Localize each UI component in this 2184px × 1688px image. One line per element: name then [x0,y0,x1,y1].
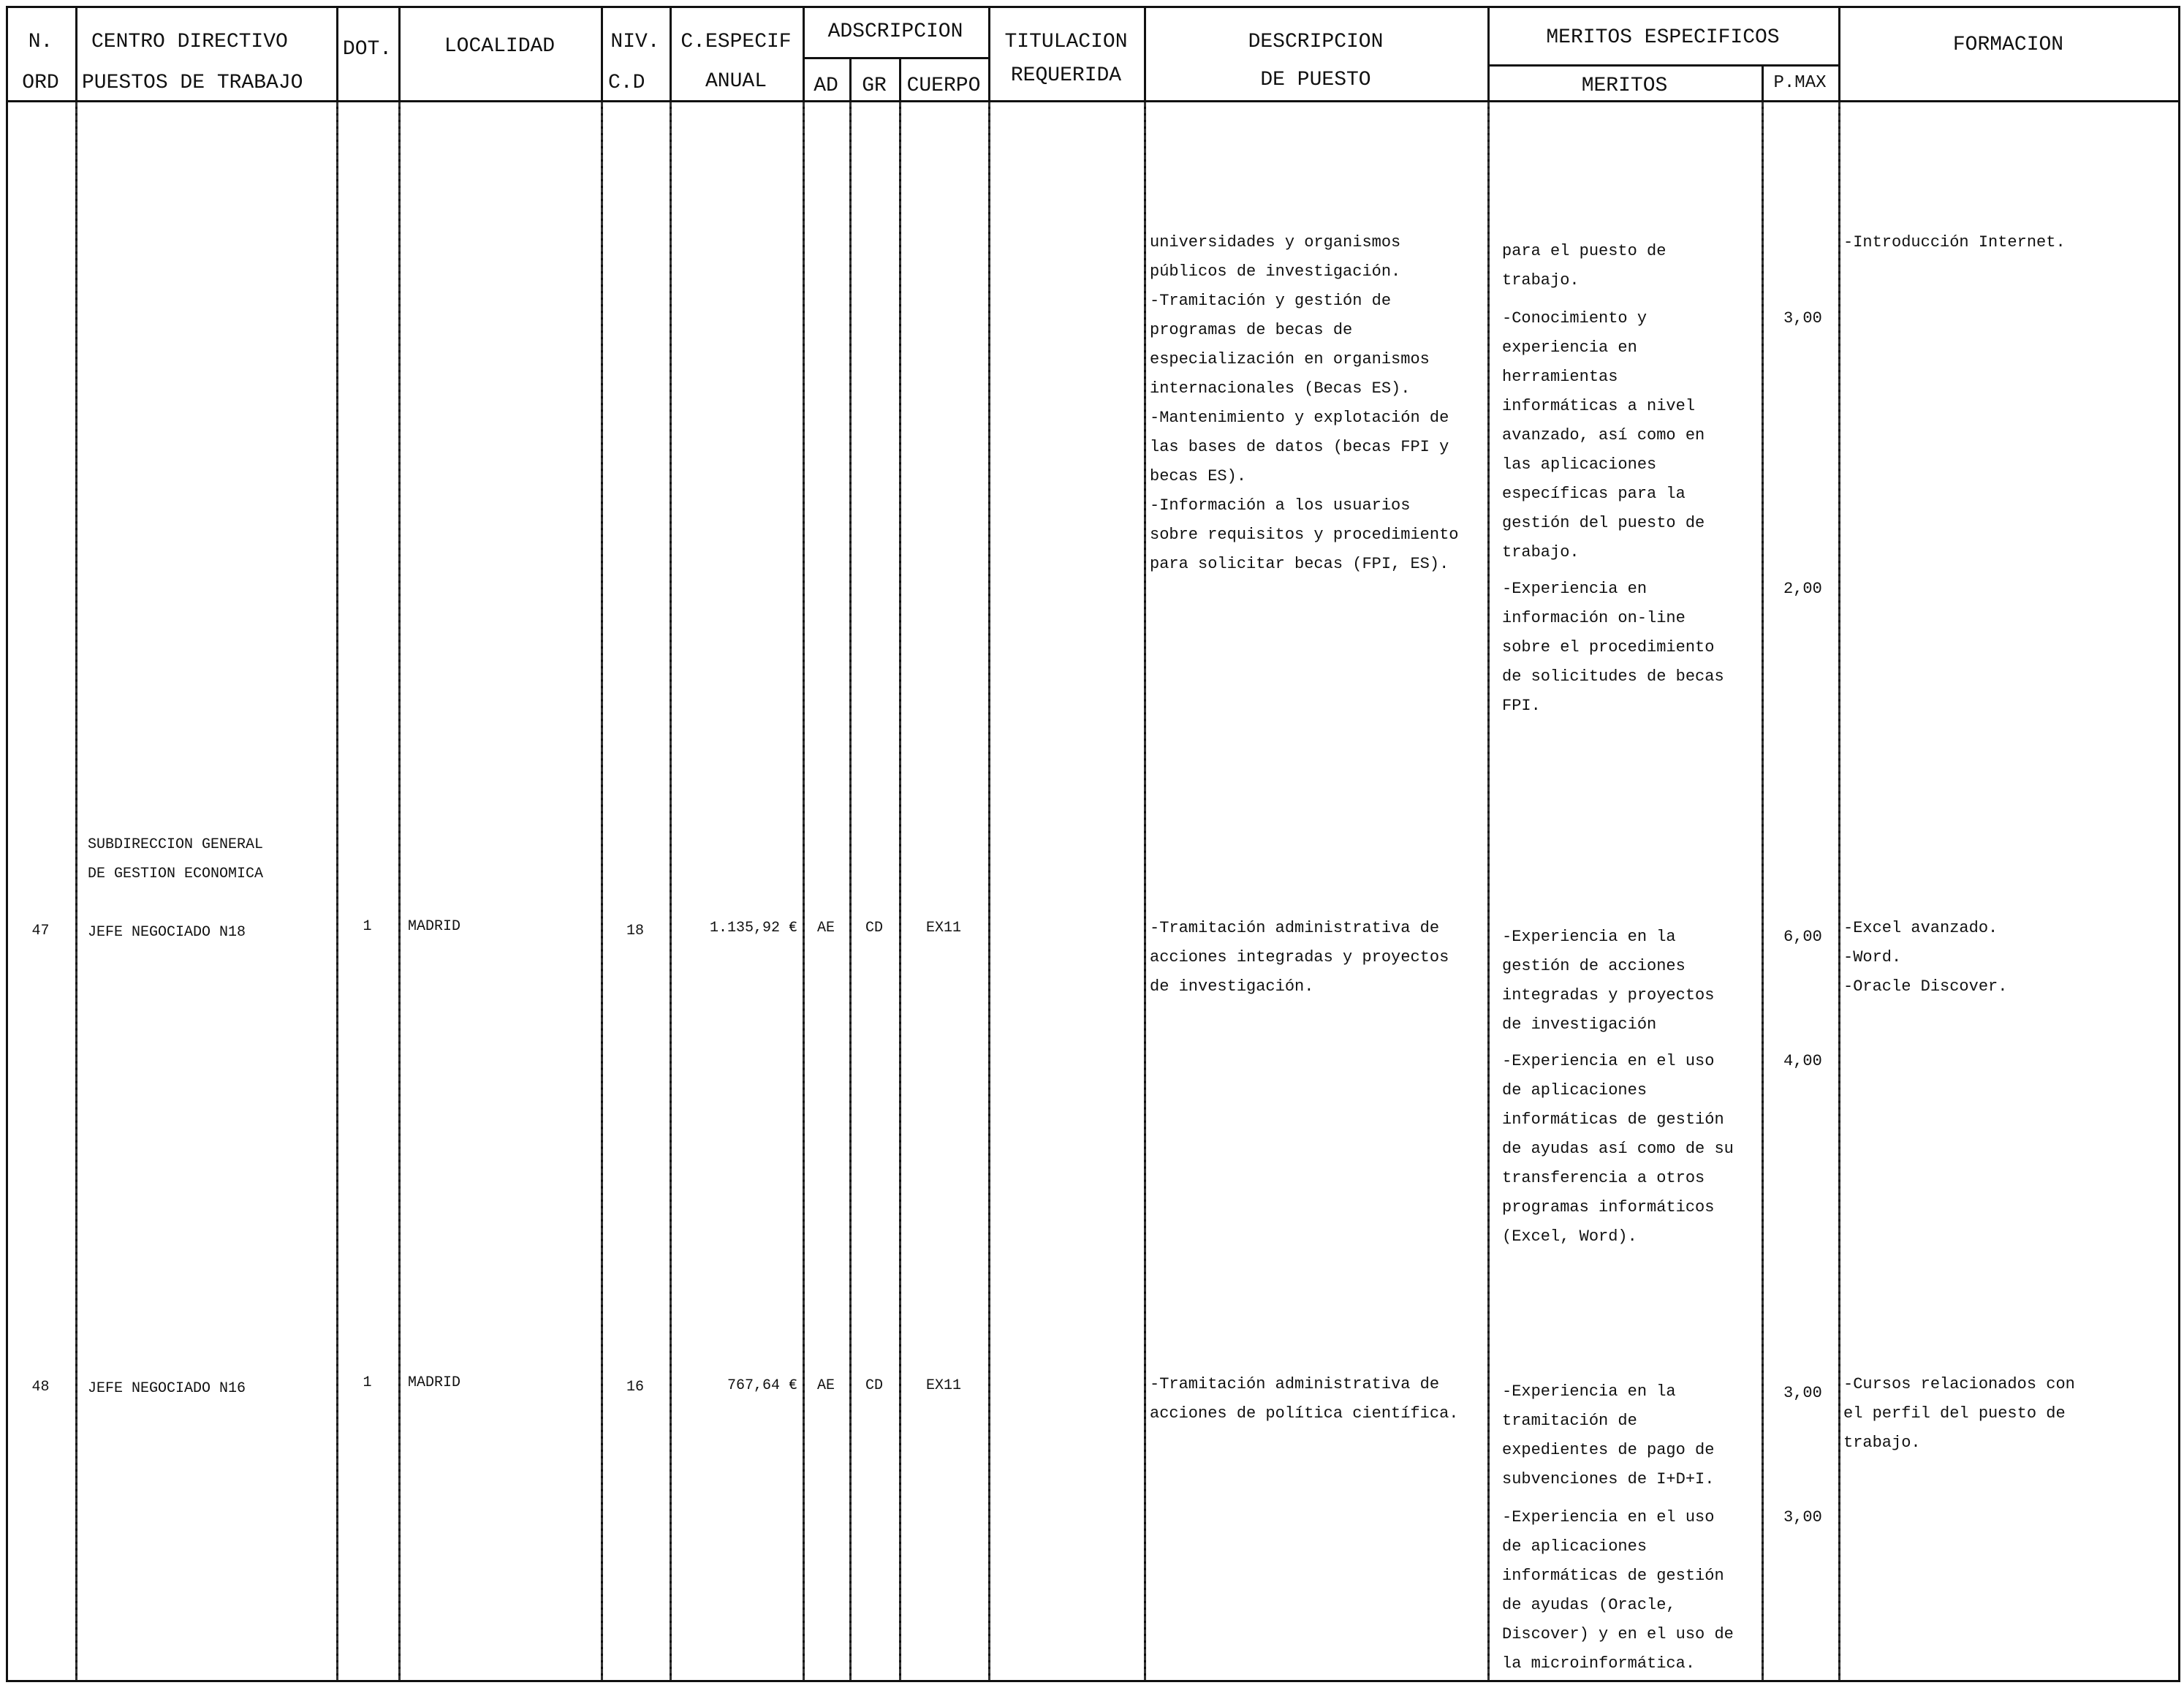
text-line: -Tramitación y gestión de [1150,292,1392,310]
text-line: programas de becas de [1150,321,1353,339]
row-meritos-a [1502,923,1714,1040]
text-line: experiencia en [1502,338,1637,357]
row-nivel: 18 [626,923,644,939]
header-formacion: FORMACION [1952,34,2064,56]
header-meritos-especificos: MERITOS ESPECIFICOS [1546,26,1780,49]
text-line: sobre el procedimiento [1502,638,1715,656]
text-line: informáticas de gestión [1502,1567,1724,1585]
header-pmax: P.MAX [1773,73,1827,93]
header-cd: C.D [608,72,645,94]
text-line: trabajo. [1502,543,1580,561]
continuation-meritos-c [1502,575,1724,721]
text-line: -Tramitación administrativa de [1150,1375,1440,1393]
continuation-formacion: -Introducción Internet. [1843,233,2066,251]
header-anual: ANUAL [705,70,767,93]
header-titulacion: TITULACION [1004,31,1128,53]
text-line: acciones de política científica. [1150,1404,1459,1423]
text-line: -Conocimiento y [1502,309,1648,328]
header-n: N. [28,31,53,53]
header-descripcion: DESCRIPCION [1248,31,1384,53]
header-ord: ORD [22,72,59,94]
header-localidad: LOCALIDAD [444,35,556,58]
row-gr: CD [865,1377,883,1394]
subdireccion-heading [88,830,263,889]
row-complemento: 767,64 € [727,1377,797,1394]
text-line: internacionales (Becas ES). [1150,379,1411,398]
header-c-especif: C.ESPECIF [680,31,792,53]
text-line: de ayudas así como de su [1502,1140,1734,1158]
text-line: -Excel avanzado. [1843,919,1998,937]
row-descripcion [1150,914,1449,1002]
text-line: para solicitar becas (FPI, ES). [1150,555,1449,573]
row-complemento: 1.135,92 € [709,920,797,936]
text-line: FPI. [1502,697,1541,715]
row-dot: 1 [363,1374,372,1391]
text-line: de investigación [1502,1015,1657,1034]
text-line: -Experiencia en el uso [1502,1052,1715,1070]
continuation-meritos-a [1502,237,1666,295]
text-line: -Experiencia en [1502,580,1648,598]
text-line: DE GESTION ECONOMICA [88,866,264,882]
row-puesto: JEFE NEGOCIADO N18 [88,924,246,941]
text-line: las bases de datos (becas FPI y [1150,438,1449,456]
text-line: universidades y organismos [1150,233,1401,251]
row-formacion [1843,914,2007,1002]
text-line: información on-line [1502,609,1686,627]
text-line: becas ES). [1150,467,1247,485]
continuation-descripcion [1150,228,1458,579]
text-line: de investigación. [1150,977,1314,996]
text-line: subvenciones de I+D+I. [1502,1470,1715,1488]
text-line: -Experiencia en la [1502,928,1676,946]
continuation-pmax-c: 2,00 [1783,580,1822,598]
header-dot: DOT. [342,38,393,61]
text-line: -Mantenimiento y explotación de [1150,409,1449,427]
row-descripcion [1150,1370,1458,1428]
text-line: tramitación de [1502,1412,1637,1430]
text-line: especialización en organismos [1150,350,1430,368]
text-line: informáticas de gestión [1502,1110,1724,1129]
text-line: (Excel, Word). [1502,1227,1637,1246]
row-number: 47 [31,923,50,939]
text-line: específicas para la [1502,485,1686,503]
text-line: -Información a los usuarios [1150,496,1411,515]
text-line: las aplicaciones [1502,455,1657,474]
text-line: para el puesto de [1502,242,1667,260]
row-pmax-b: 4,00 [1783,1052,1822,1070]
row-ad: AE [816,1377,835,1394]
row-number: 48 [31,1379,50,1396]
row-pmax-b: 3,00 [1783,1508,1822,1526]
header-niv: NIV. [610,31,660,53]
text-line: la microinformática. [1502,1654,1696,1673]
text-line: de aplicaciones [1502,1537,1648,1556]
row-pmax-a: 6,00 [1783,928,1822,946]
row-meritos-b [1502,1503,1734,1678]
text-line: -Cursos relacionados con [1843,1375,2075,1393]
text-line: gestión de acciones [1502,957,1686,975]
text-line: públicos de investigación. [1150,262,1401,281]
text-line: -Oracle Discover. [1843,977,2008,996]
text-line: expedientes de pago de [1502,1441,1715,1459]
text-line: acciones integradas y proyectos [1150,948,1449,966]
text-line: de solicitudes de becas [1502,667,1724,686]
row-gr: CD [865,920,883,936]
text-line: programas informáticos [1502,1198,1715,1216]
text-line: trabajo. [1502,271,1580,289]
text-line: sobre requisitos y procedimiento [1150,526,1459,544]
text-line: Discover) y en el uso de [1502,1625,1734,1643]
row-cuerpo: EX11 [925,1377,961,1394]
text-line: informáticas a nivel [1502,397,1696,415]
row-localidad: MADRID [408,918,461,935]
row-puesto: JEFE NEGOCIADO N16 [88,1380,246,1397]
row-meritos-a [1502,1377,1714,1494]
header-centro-directivo: CENTRO DIRECTIVO [91,31,288,53]
text-line: trabajo. [1843,1434,1921,1452]
text-line: SUBDIRECCION GENERAL [88,836,264,853]
text-line: de aplicaciones [1502,1081,1648,1100]
row-pmax-a: 3,00 [1783,1384,1822,1402]
continuation-pmax-b: 3,00 [1783,309,1822,328]
text-line: -Tramitación administrativa de [1150,919,1440,937]
header-puestos-de-trabajo: PUESTOS DE TRABAJO [82,72,303,94]
row-nivel: 16 [626,1379,644,1396]
text-line: herramientas [1502,368,1618,386]
text-line: avanzado, así como en [1502,426,1705,444]
text-line: -Experiencia en el uso [1502,1508,1715,1526]
text-line: -Experiencia en la [1502,1382,1676,1401]
header-ad: AD [814,75,838,97]
text-line: el perfil del puesto de [1843,1404,2066,1423]
text-line: transferencia a otros [1502,1169,1705,1187]
text-line: de ayudas (Oracle, [1502,1596,1676,1614]
row-ad: AE [816,920,835,936]
continuation-meritos-b [1502,304,1705,567]
row-dot: 1 [363,918,372,935]
header-gr: GR [862,75,887,97]
row-formacion [1843,1370,2075,1458]
row-meritos-b [1502,1047,1734,1252]
row-localidad: MADRID [408,1374,461,1391]
header-meritos: MERITOS [1581,75,1668,97]
text-line: integradas y proyectos [1502,986,1715,1004]
row-cuerpo: EX11 [925,920,961,936]
header-adscripcion: ADSCRIPCION [827,20,963,43]
header-de-puesto: DE PUESTO [1260,69,1371,91]
text-line: gestión del puesto de [1502,514,1705,532]
header-requerida: REQUERIDA [1010,64,1122,87]
text-line: -Word. [1843,948,1902,966]
header-cuerpo: CUERPO [906,75,981,97]
